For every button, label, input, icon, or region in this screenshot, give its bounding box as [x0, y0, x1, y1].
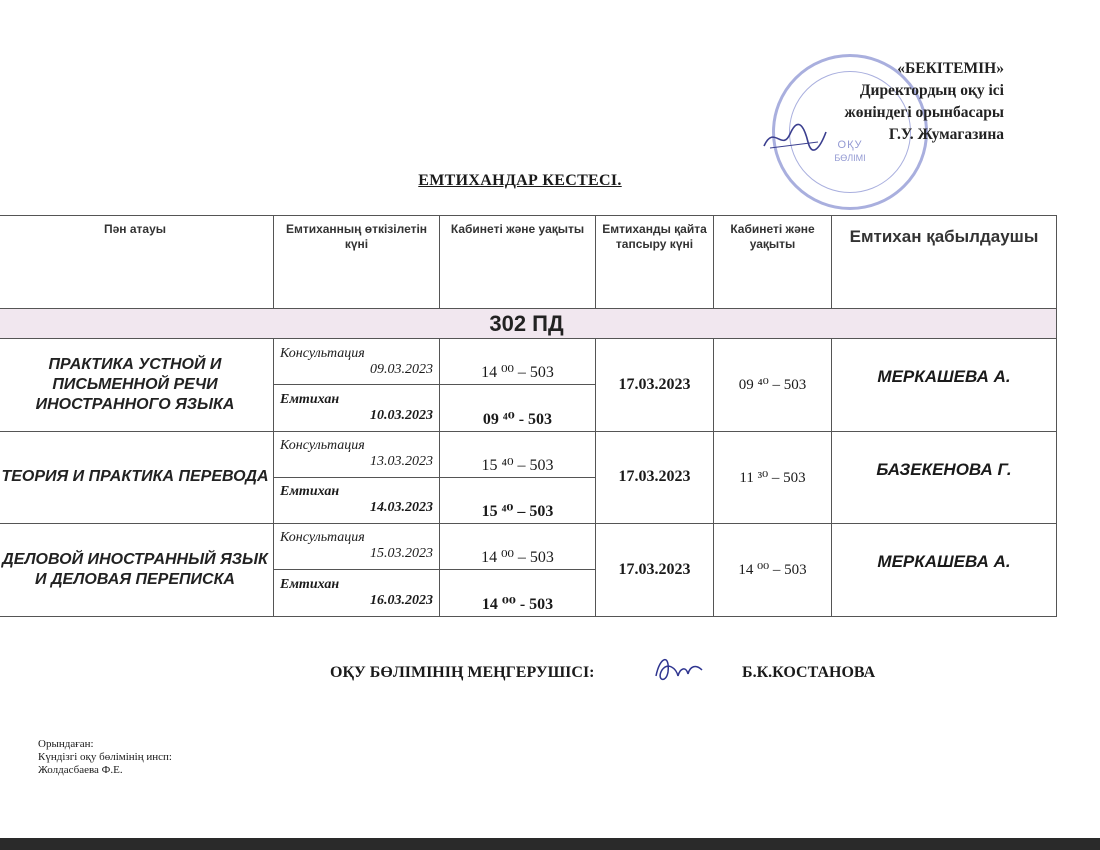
subject-name: ПРАКТИКА УСТНОЙ И ПИСЬМЕННОЙ РЕЧИ ИНОСТРАННОГО ЯЗЫКА — [0, 339, 274, 431]
consultation-date-cell — [274, 523, 440, 569]
exam-date-cell — [274, 569, 440, 616]
header-retake-date: Емтиханды қайта тапсыру күні — [596, 216, 714, 309]
exam-date: 14.03.2023 — [370, 500, 433, 516]
executor-name: Жолдасбаева Ф.Е. — [38, 764, 123, 776]
group-row — [0, 309, 1057, 339]
header-retake-room-time: Кабинеті және уақыты — [714, 216, 832, 309]
exam-schedule-table — [0, 215, 1057, 617]
header-exam-date: Емтиханның өткізілетін күні — [274, 216, 440, 309]
exam-label: Емтихан — [280, 391, 340, 407]
approval-name: Г.У. Жумагазина — [888, 126, 1004, 143]
scan-edge — [0, 838, 1100, 850]
exam-label: Емтихан — [280, 484, 340, 500]
exam-label: Емтихан — [280, 576, 340, 592]
approval-signature — [760, 118, 830, 158]
retake-room-time: 09 ⁴⁰ – 503 — [714, 339, 832, 431]
table-row — [0, 431, 1057, 477]
subject-name: ТЕОРИЯ И ПРАКТИКА ПЕРЕВОДА — [0, 431, 274, 523]
consultation-date: 15.03.2023 — [370, 546, 433, 562]
retake-date: 17.03.2023 — [596, 523, 714, 616]
exam-date-cell — [274, 385, 440, 431]
document-title: ЕМТИХАНДАР КЕСТЕСІ. — [418, 172, 622, 189]
consultation-date: 09.03.2023 — [370, 361, 433, 377]
examiner-name: МЕРКАШЕВА А. — [832, 339, 1057, 431]
examiner-name: МЕРКАШЕВА А. — [832, 523, 1057, 616]
subject-name: ДЕЛОВОЙ ИНОСТРАННЫЙ ЯЗЫК И ДЕЛОВАЯ ПЕРЕПИСКА — [0, 523, 274, 616]
retake-room-time: 11 ³⁰ – 503 — [714, 431, 832, 523]
group-name: 302 ПД — [0, 309, 1057, 339]
exam-date: 10.03.2023 — [370, 407, 433, 423]
header-examiner: Емтихан қабылдаушы — [832, 216, 1057, 309]
department-head-signature — [650, 650, 708, 688]
table-row — [0, 523, 1057, 569]
stamp-word1: ОҚУ — [837, 139, 863, 151]
consultation-label: Консультация — [280, 345, 365, 361]
consultation-room-time: 14 ⁰⁰ – 503 — [440, 523, 596, 569]
executor-block — [38, 738, 172, 777]
consultation-label: Консультация — [280, 438, 365, 454]
table-row — [0, 339, 1057, 385]
department-head-name: Б.К.КОСТАНОВА — [742, 664, 876, 681]
examiner-name: БАЗЕКЕНОВА Г. — [832, 431, 1057, 523]
exam-room-time: 15 ⁴⁰ – 503 — [440, 477, 596, 523]
approval-heading: «БЕКІТЕМІН» — [897, 60, 1004, 77]
stamp-word2: БӨЛІМІ — [834, 153, 866, 163]
approval-block — [844, 58, 1004, 146]
consultation-date-cell — [274, 431, 440, 477]
exam-room-time: 09 ⁴⁰ - 503 — [440, 385, 596, 431]
executor-position: Күндізгі оқу бөлімінің инсп: — [38, 751, 172, 763]
consultation-date-cell — [274, 339, 440, 385]
department-head-position: ОҚУ БӨЛІМІНІҢ МЕҢГЕРУШІСІ: — [330, 664, 595, 681]
consultation-label: Консультация — [280, 530, 365, 546]
consultation-room-time: 14 ⁰⁰ – 503 — [440, 339, 596, 385]
consultation-room-time: 15 ⁴⁰ – 503 — [440, 431, 596, 477]
header-room-time: Кабинеті және уақыты — [440, 216, 596, 309]
retake-room-time: 14 ⁰⁰ – 503 — [714, 523, 832, 616]
executor-label: Орындаған: — [38, 738, 94, 750]
exam-date: 16.03.2023 — [370, 592, 433, 608]
table-header-row — [0, 216, 1057, 309]
exam-date-cell — [274, 477, 440, 523]
approval-position-line2: жөніндегі орынбасары — [844, 104, 1004, 121]
consultation-date: 13.03.2023 — [370, 454, 433, 470]
exam-room-time: 14 ⁰⁰ - 503 — [440, 569, 596, 616]
retake-date: 17.03.2023 — [596, 339, 714, 431]
header-subject: Пән атауы — [0, 216, 274, 309]
retake-date: 17.03.2023 — [596, 431, 714, 523]
approval-position-line1: Директордың оқу ісі — [859, 82, 1004, 99]
